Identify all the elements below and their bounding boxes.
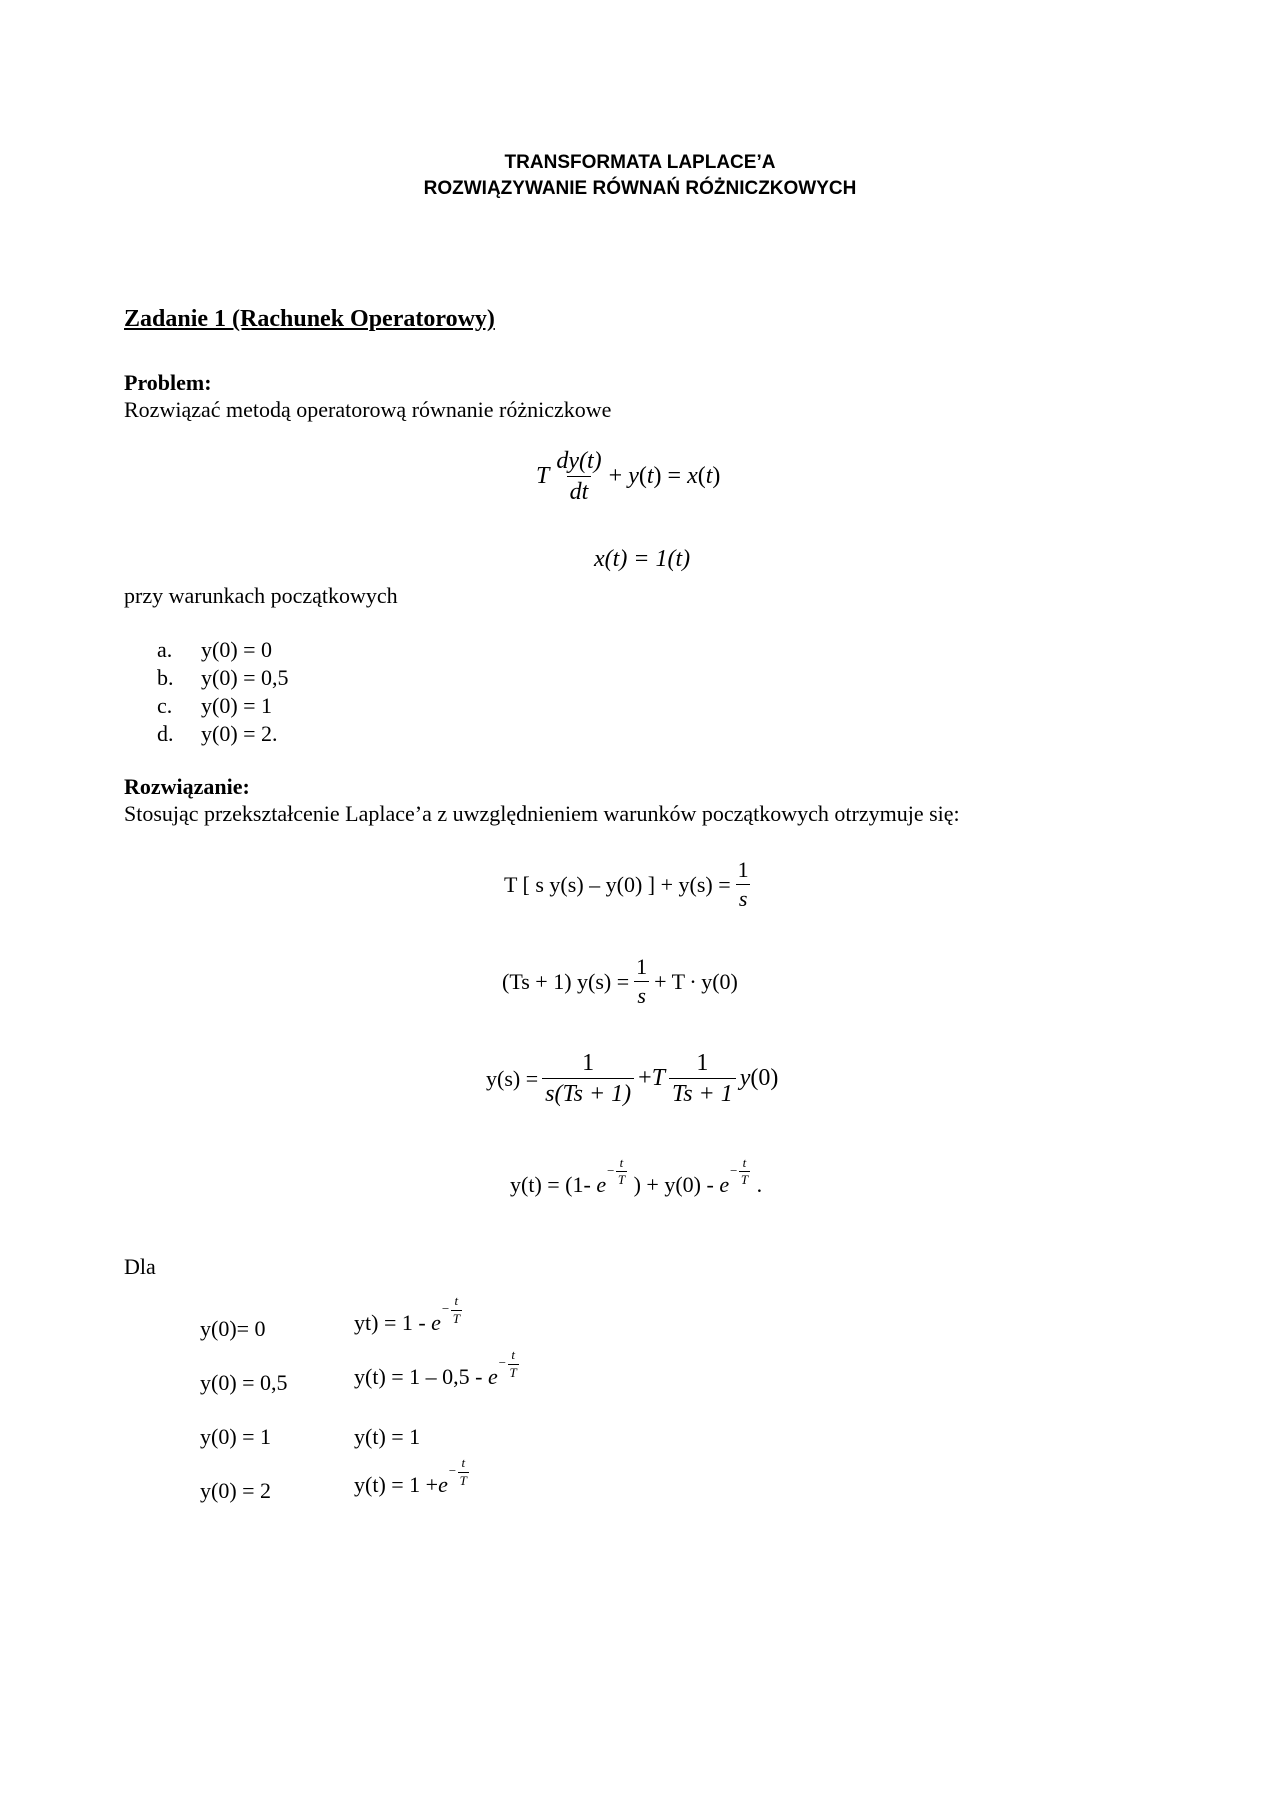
list-item: d. y(0) = 2. — [157, 721, 278, 746]
cases-list — [200, 1288, 520, 1504]
list-item: y(0) = 1 y(t) = 1 — [200, 1424, 421, 1449]
list-item: b. y(0) = 0,5 — [157, 665, 289, 690]
list-item: y(0)= 0 yt) = 1 - e− $\frac{t}{T}$ — [200, 1293, 460, 1341]
problem-label: Problem: — [124, 370, 212, 395]
task-heading: Zadanie 1 (Rachunek Operatorowy) — [124, 306, 495, 332]
equation-yt: y(t) = (1- e− $\frac{t}{T}$ ) + y(0) - e− $\frac{t}{T}$ . — [510, 1155, 763, 1197]
solution-intro: Stosując przekształcenie Laplace’a z uwzględnieniem warunków początkowych otrzymuje się: — [124, 801, 960, 826]
equation-rearranged: (Ts + 1) y(s) = $\frac{1}{s}$ + T ∙ y(0) — [502, 954, 738, 1009]
conditions-list — [157, 636, 289, 748]
input-equation: x(t) = 1(t) — [594, 546, 691, 572]
solution-label: Rozwiązanie: — [124, 774, 250, 799]
list-item: a. y(0) = 0 — [157, 637, 273, 662]
title-line-2: ROZWIĄZYWANIE RÓWNAŃ RÓŻNICZKOWYCH — [423, 178, 857, 199]
list-item: y(0) = 2 y(t) = 1 +e− $\frac{t}{T}$ — [200, 1455, 467, 1503]
title-line-1: TRANSFORMATA LAPLACE’A — [504, 152, 776, 173]
equation-ys: y(s) = $\frac{1}{s(Ts + 1)}$ +T $\frac{1}{Ts + 1}$ y(0) — [486, 1050, 779, 1108]
conditions-intro: przy warunkach początkowych — [124, 583, 398, 608]
list-item: c. y(0) = 1 — [157, 693, 273, 718]
differential-equation: T $\frac{dy(t)}{dt}$ + y(t) = x(t) — [536, 448, 721, 506]
dla-label: Dla — [124, 1254, 156, 1279]
list-item: y(0) = 0,5 y(t) = 1 – 0,5 - e− $\frac{t}{T}$ — [200, 1347, 517, 1395]
equation-laplace: T [ s y(s) – y(0) ] + y(s) = $\frac{1}{s}$ — [504, 857, 749, 912]
problem-text: Rozwiązać metodą operatorową równanie różniczkowe — [124, 397, 612, 422]
